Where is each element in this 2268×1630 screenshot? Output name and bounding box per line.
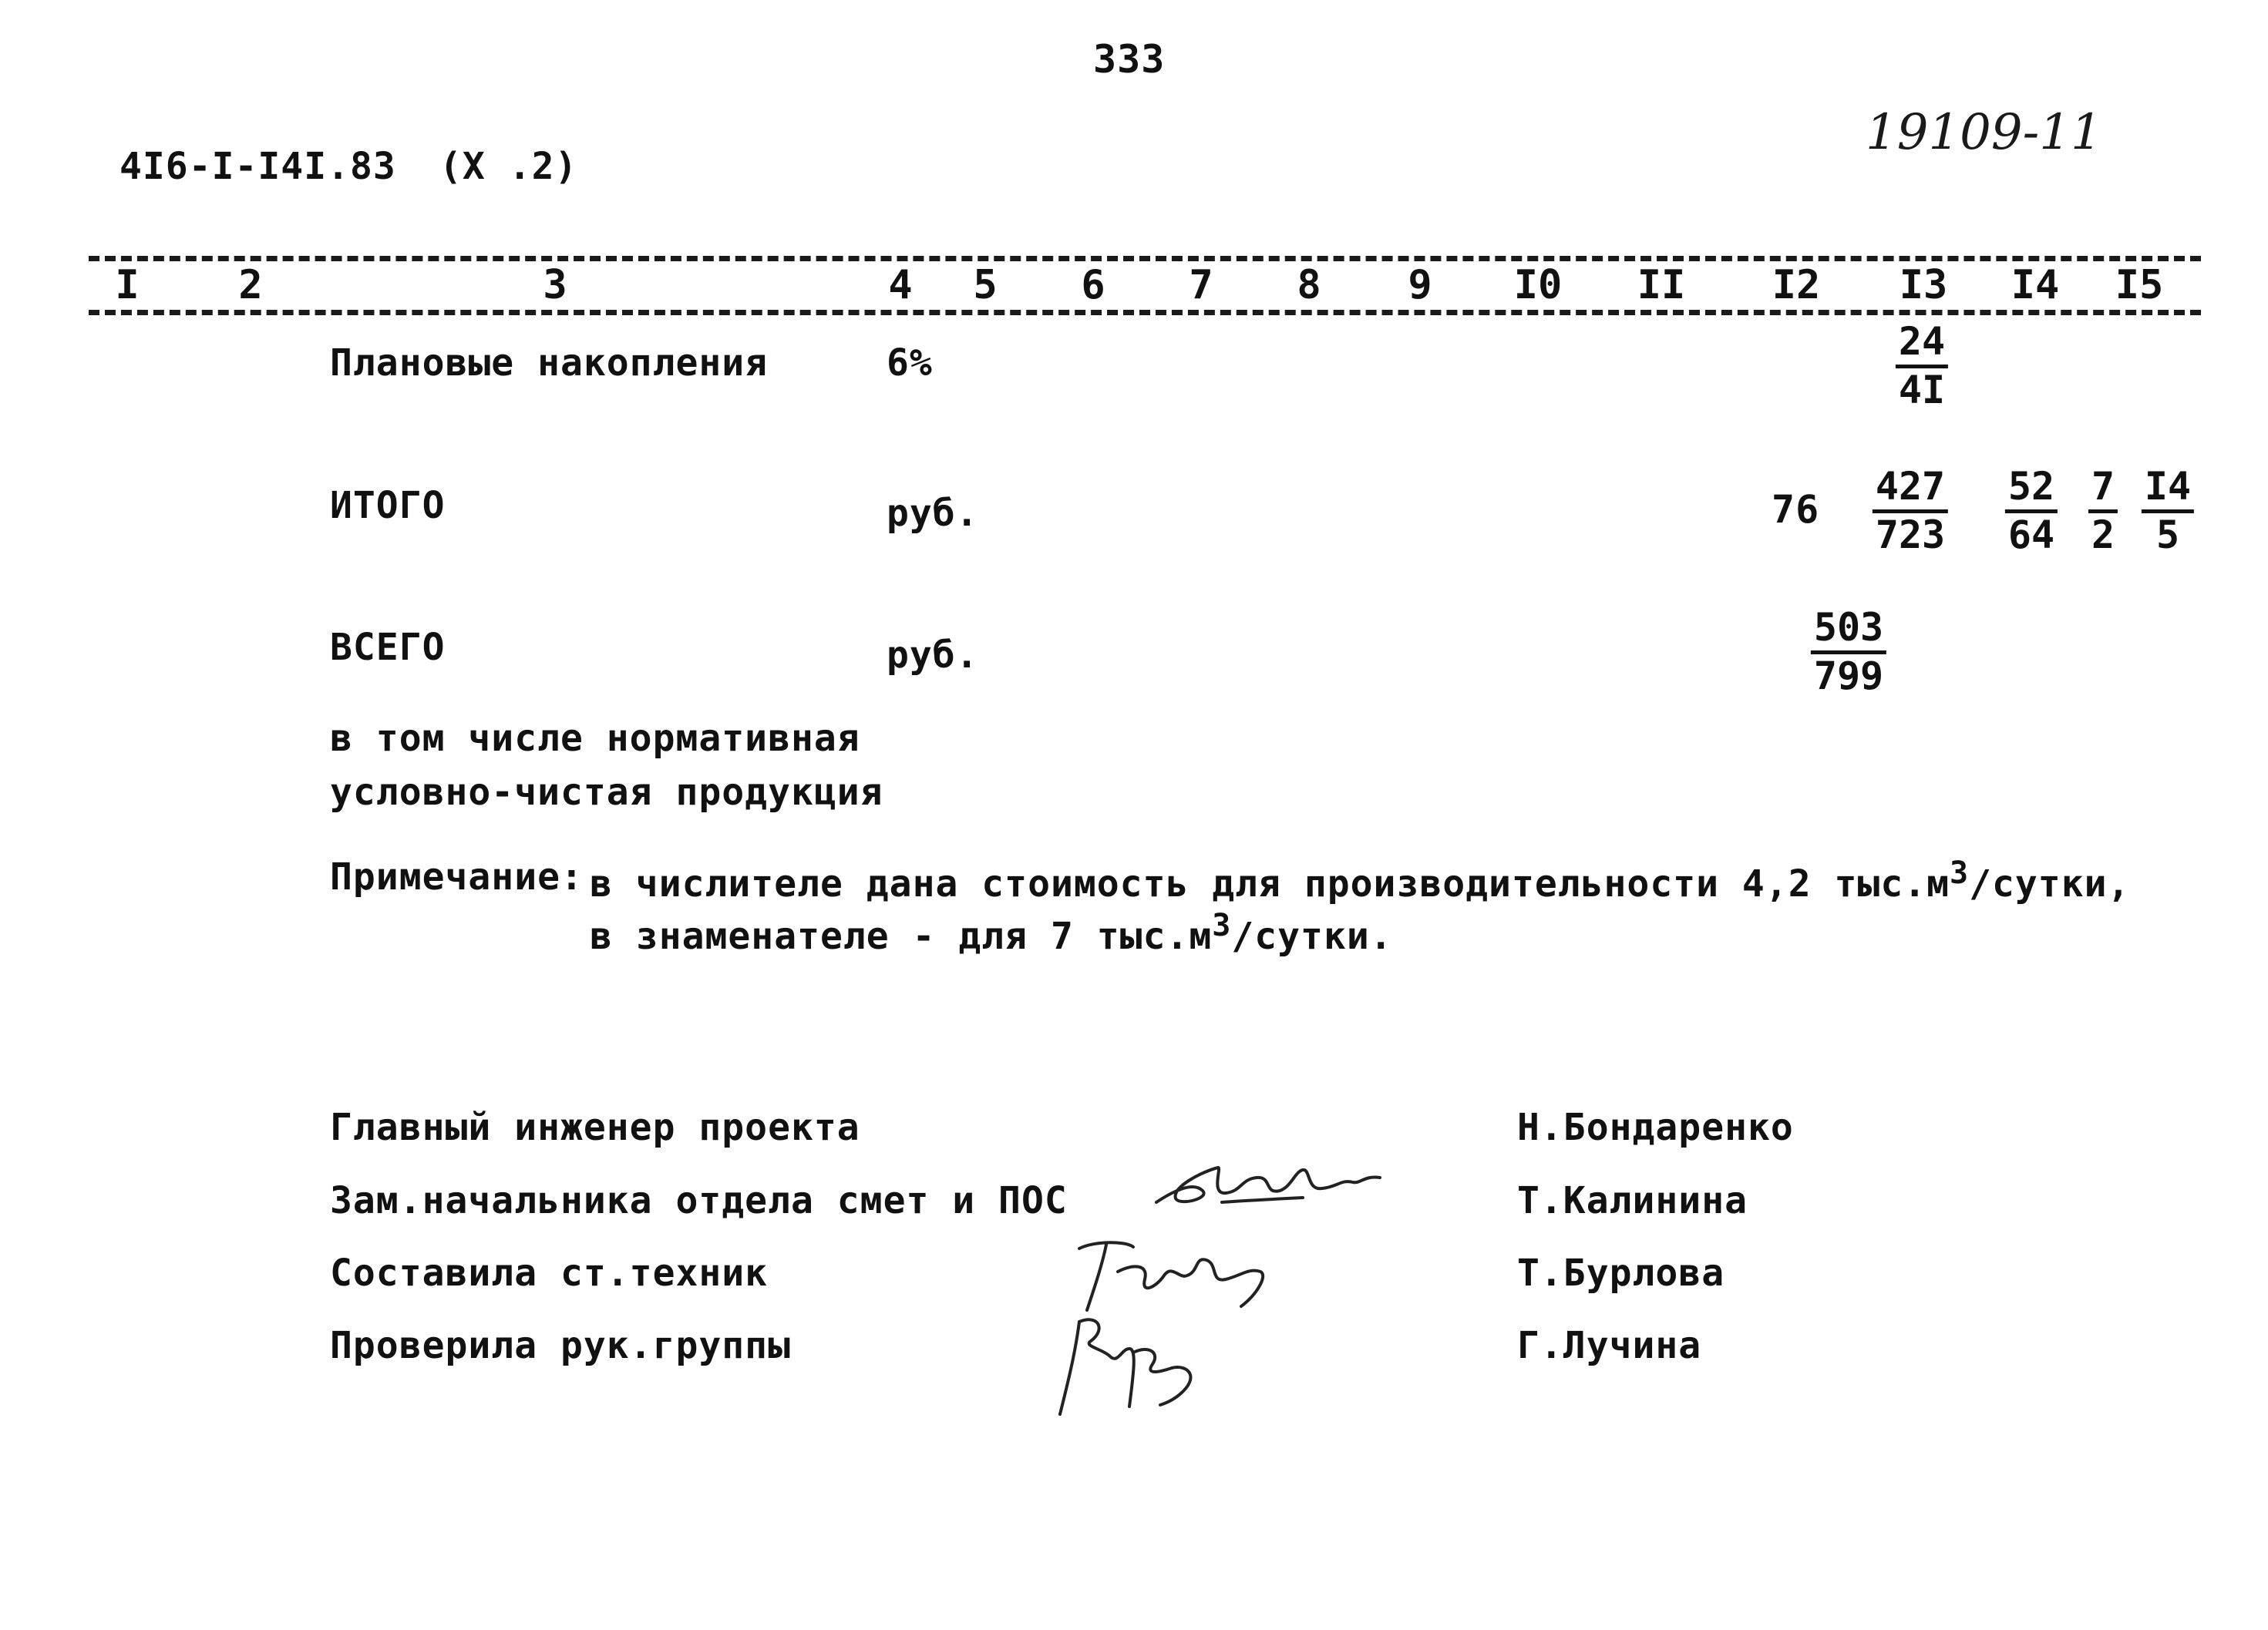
row-grand-label: ВСЕГО bbox=[330, 626, 446, 669]
note-line-1-end: /сутки, bbox=[1969, 862, 2131, 906]
note-label: Примечание: bbox=[330, 855, 584, 899]
signature-role: Проверила рук.группы bbox=[330, 1324, 791, 1367]
note-exponent: 3 bbox=[1212, 908, 1232, 943]
including-line-1: в том числе нормативная bbox=[330, 717, 860, 760]
fraction-numerator: 427 bbox=[1873, 465, 1948, 513]
column-number: 3 bbox=[543, 262, 567, 308]
signature-role: Главный инженер проекта bbox=[330, 1106, 860, 1149]
column-number: I bbox=[115, 262, 140, 308]
fraction-numerator: 7 bbox=[2088, 465, 2118, 513]
row-total-unit: руб. bbox=[887, 492, 979, 535]
fraction-numerator: I4 bbox=[2142, 465, 2194, 513]
row-grand-unit: руб. bbox=[887, 634, 979, 677]
column-number: 7 bbox=[1189, 262, 1213, 308]
column-number: 2 bbox=[238, 262, 263, 308]
handwritten-signature-1 bbox=[1149, 1156, 1395, 1225]
row-grand-fraction bbox=[1811, 606, 1886, 698]
fraction-denominator: 799 bbox=[1813, 653, 1884, 698]
note-line-2-text: в знаменателе - для 7 тыс.м bbox=[590, 915, 1213, 958]
column-number: 8 bbox=[1297, 262, 1321, 308]
column-number: 4 bbox=[888, 262, 913, 308]
row-total-col14-fraction bbox=[2005, 465, 2058, 557]
row-total-col13-fraction bbox=[1873, 465, 1948, 557]
inventory-number: 19109-11 bbox=[1866, 104, 2102, 161]
signature-name: Т.Калинина bbox=[1517, 1179, 1748, 1222]
fraction-denominator: 4I bbox=[1898, 367, 1946, 412]
column-number: 5 bbox=[973, 262, 998, 308]
fraction-numerator: 52 bbox=[2005, 465, 2058, 513]
row-planned-col13-fraction bbox=[1896, 320, 1948, 412]
signature-role: Составила ст.техник bbox=[330, 1252, 769, 1295]
row-total-label: ИТОГО bbox=[330, 484, 446, 527]
row-total-col12: 76 bbox=[1772, 487, 1820, 532]
fraction-denominator: 64 bbox=[2007, 512, 2055, 557]
row-total-col15-fraction-a bbox=[2088, 465, 2118, 557]
row-planned-unit: 6% bbox=[887, 341, 933, 385]
document-section: (X .2) bbox=[439, 145, 578, 188]
column-number: II bbox=[1637, 262, 1686, 308]
column-header-bottom-rule bbox=[89, 310, 2201, 315]
signature-name: Н.Бондаренко bbox=[1517, 1106, 1794, 1149]
column-number: I0 bbox=[1513, 262, 1563, 308]
column-number: I3 bbox=[1899, 262, 1948, 308]
column-number: I4 bbox=[2011, 262, 2060, 308]
column-header-top-rule bbox=[89, 256, 2201, 261]
signature-name: Г.Лучина bbox=[1517, 1324, 1702, 1367]
signature-name: Т.Бурлова bbox=[1517, 1252, 1725, 1295]
row-planned-label: Плановые накопления bbox=[330, 341, 769, 385]
fraction-denominator: 2 bbox=[2091, 512, 2115, 557]
handwritten-signature-3 bbox=[1045, 1306, 1245, 1422]
including-line-2: условно-чистая продукция bbox=[330, 771, 883, 814]
page-number: 333 bbox=[1093, 37, 1166, 82]
note-line-2-end: /сутки. bbox=[1231, 915, 1393, 958]
column-number: I5 bbox=[2115, 262, 2164, 308]
fraction-denominator: 723 bbox=[1875, 512, 1946, 557]
fraction-numerator: 24 bbox=[1896, 320, 1948, 368]
signature-role: Зам.начальника отдела смет и ПОС bbox=[330, 1179, 1068, 1222]
fraction-numerator: 503 bbox=[1811, 606, 1886, 654]
column-number: I2 bbox=[1772, 262, 1821, 308]
row-total-col15-fraction-b bbox=[2142, 465, 2194, 557]
note-line-1-text: в числителе дана стоимость для производительности 4,2 тыс.м bbox=[590, 862, 1950, 906]
document-code: 4I6-I-I4I.83 bbox=[119, 145, 396, 188]
note-line-2 bbox=[590, 908, 1393, 958]
column-number: 9 bbox=[1408, 262, 1432, 308]
note-exponent: 3 bbox=[1950, 855, 1970, 891]
note-line-1 bbox=[590, 855, 2130, 906]
fraction-denominator: 5 bbox=[2155, 512, 2180, 557]
column-number: 6 bbox=[1081, 262, 1105, 308]
